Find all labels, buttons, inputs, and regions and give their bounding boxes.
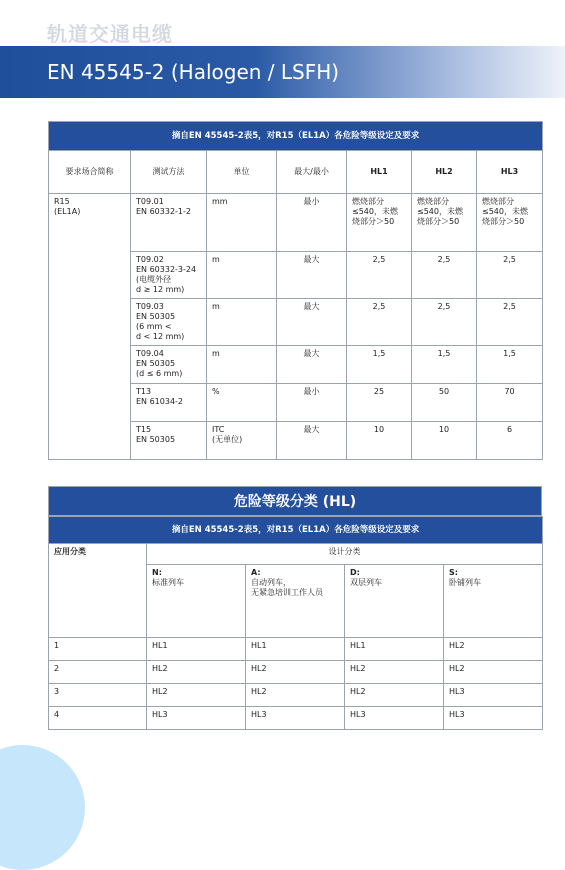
hazard-level-cell: HL3: [444, 684, 543, 707]
table-caption: 摘自EN 45545-2表5，对R15（EL1A）各危险等级设定及要求: [49, 517, 543, 544]
requirement-cell: R15 (EL1A): [49, 194, 131, 460]
application-class-cell: 4: [49, 707, 147, 730]
category-code: S:: [449, 568, 458, 577]
design-category-cell: [246, 565, 345, 638]
category-name: 标准列车: [152, 578, 184, 587]
requirements-table: [48, 121, 543, 460]
hl2-cell: 2,5: [412, 299, 477, 346]
application-class-cell: 1: [49, 638, 147, 661]
hazard-level-cell: HL2: [246, 661, 345, 684]
hl3-cell: 2,5: [477, 299, 543, 346]
page-title: EN 45545-2 (Halogen / LSFH): [47, 60, 340, 84]
hazard-level-cell: HL2: [246, 684, 345, 707]
unit-cell: m: [207, 252, 277, 299]
test-method-cell: T09.01 EN 60332-1-2: [131, 194, 207, 252]
hazard-level-cell: HL2: [345, 661, 444, 684]
design-class-header: 设计分类: [147, 544, 543, 565]
hazard-level-cell: HL1: [147, 638, 246, 661]
minmax-cell: 最小: [277, 384, 347, 422]
column-header: 单位: [207, 151, 277, 194]
column-header: HL2: [412, 151, 477, 194]
hazard-level-cell: HL3: [246, 707, 345, 730]
application-class-cell: 3: [49, 684, 147, 707]
test-method-cell: T13 EN 61034-2: [131, 384, 207, 422]
test-method-cell: T09.02 EN 60332-3-24 (电缆外径 d ≥ 12 mm): [131, 252, 207, 299]
hazard-level-cell: HL2: [147, 684, 246, 707]
hl2-cell: 10: [412, 422, 477, 460]
unit-cell: %: [207, 384, 277, 422]
application-class-cell: 2: [49, 661, 147, 684]
hazard-level-cell: HL2: [345, 684, 444, 707]
hl3-cell: 70: [477, 384, 543, 422]
unit-cell: m: [207, 346, 277, 384]
hl2-cell: 2,5: [412, 252, 477, 299]
column-header: 最大/最小: [277, 151, 347, 194]
unit-cell: ITC (无单位): [207, 422, 277, 460]
hazard-level-cell: HL2: [444, 638, 543, 661]
decorative-corner-circle: [0, 745, 85, 870]
hazard-level-cell: HL2: [147, 661, 246, 684]
minmax-cell: 最大: [277, 299, 347, 346]
hl2-cell: 1,5: [412, 346, 477, 384]
hl3-cell: 1,5: [477, 346, 543, 384]
category-code: N:: [152, 568, 162, 577]
table-row: [49, 194, 543, 252]
test-method-cell: T09.04 EN 50305 (d ≤ 6 mm): [131, 346, 207, 384]
hl1-cell: 2,5: [347, 252, 412, 299]
category-name: 自动列车， 无紧急培训工作人员: [251, 578, 323, 597]
hazard-level-cell: HL3: [444, 707, 543, 730]
hazard-level-cell: HL1: [345, 638, 444, 661]
minmax-cell: 最大: [277, 346, 347, 384]
hl2-cell: 50: [412, 384, 477, 422]
section-title: 危险等级分类 (HL): [48, 486, 542, 516]
category-label: 轨道交通电缆: [47, 22, 173, 46]
design-category-cell: [345, 565, 444, 638]
table-row: [49, 707, 543, 730]
test-method-cell: T15 EN 50305: [131, 422, 207, 460]
hazard-level-cell: HL2: [444, 661, 543, 684]
hl1-cell: 25: [347, 384, 412, 422]
table-caption: 摘自EN 45545-2表5，对R15（EL1A）各危险等级设定及要求: [49, 122, 543, 151]
hl1-cell: 2,5: [347, 299, 412, 346]
unit-cell: mm: [207, 194, 277, 252]
design-category-cell: [147, 565, 246, 638]
title-banner: [0, 46, 565, 98]
hazard-level-section: [48, 486, 542, 719]
hl1-cell: 1,5: [347, 346, 412, 384]
hl2-cell: 燃烧部分 ≤540，未燃 烧部分＞50: [412, 194, 477, 252]
table-row: [49, 638, 543, 661]
column-header: HL1: [347, 151, 412, 194]
hl1-cell: 燃烧部分 ≤540，未燃 烧部分＞50: [347, 194, 412, 252]
category-name: 双层列车: [350, 578, 382, 587]
minmax-cell: 最大: [277, 252, 347, 299]
hl3-cell: 燃烧部分 ≤540，未燃 烧部分＞50: [477, 194, 543, 252]
category-code: A:: [251, 568, 261, 577]
table-header-row: [49, 151, 543, 194]
hazard-level-cell: HL1: [246, 638, 345, 661]
hl1-cell: 10: [347, 422, 412, 460]
unit-cell: m: [207, 299, 277, 346]
minmax-cell: 最小: [277, 194, 347, 252]
table-row: [49, 661, 543, 684]
column-header: HL3: [477, 151, 543, 194]
test-method-cell: T09.03 EN 50305 (6 mm < d < 12 mm): [131, 299, 207, 346]
application-class-header: 应用分类: [49, 544, 147, 638]
minmax-cell: 最大: [277, 422, 347, 460]
design-category-cell: [444, 565, 543, 638]
category-name: 卧铺列车: [449, 578, 481, 587]
hl3-cell: 2,5: [477, 252, 543, 299]
category-code: D:: [350, 568, 360, 577]
hazard-level-cell: HL3: [345, 707, 444, 730]
table-row: [49, 684, 543, 707]
hazard-level-table: [48, 516, 543, 730]
column-header: 要求场合简称: [49, 151, 131, 194]
column-header: 测试方法: [131, 151, 207, 194]
hazard-level-cell: HL3: [147, 707, 246, 730]
hl3-cell: 6: [477, 422, 543, 460]
